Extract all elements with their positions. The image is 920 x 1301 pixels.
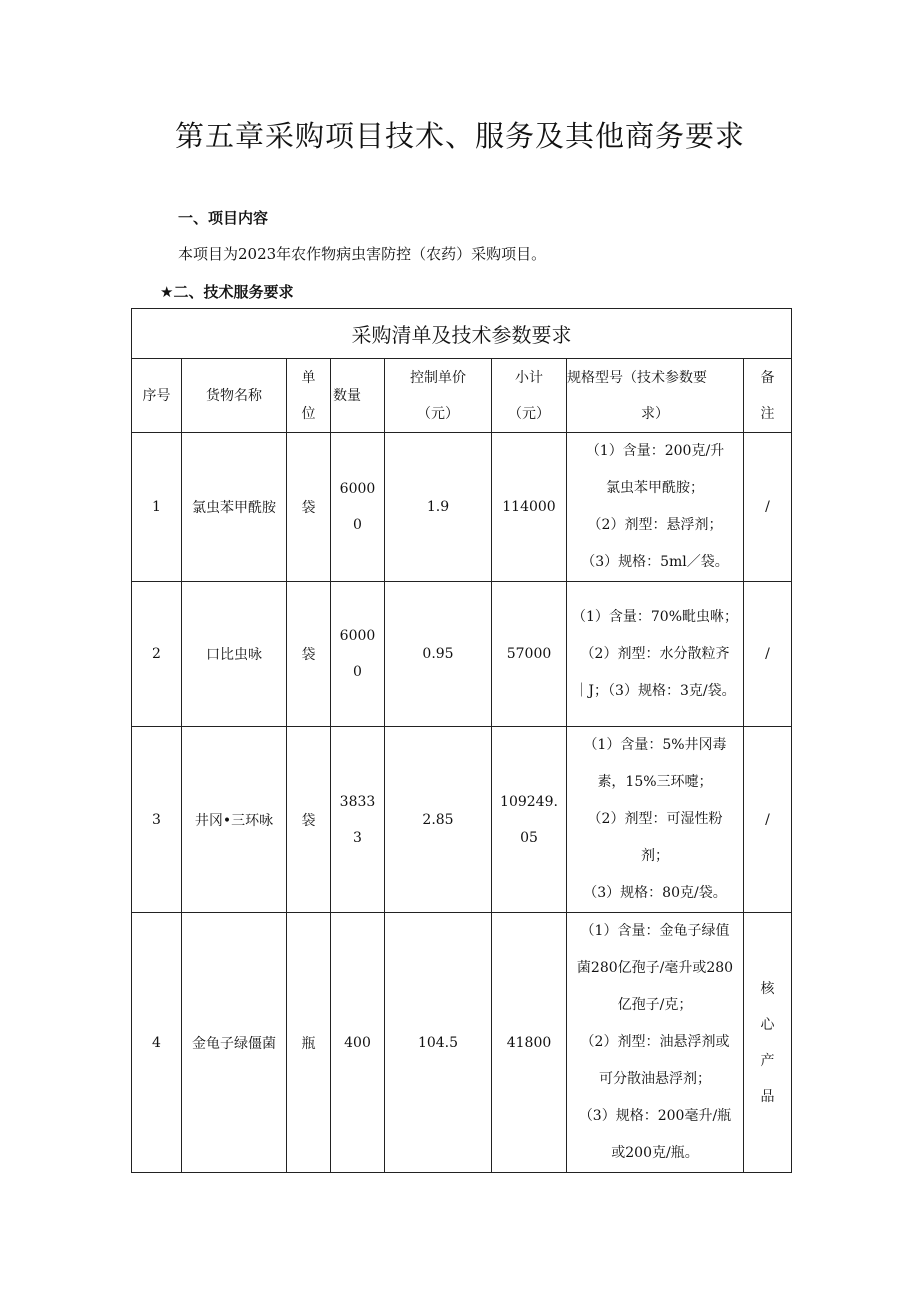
row-unit: 袋 [287, 582, 331, 727]
row-qty [331, 582, 385, 727]
header-subtotal-line1: 小计 [515, 369, 543, 386]
header-spec-line1: 规格型号（技术参数要 [567, 369, 707, 386]
row-unit: 袋 [287, 727, 331, 913]
table-row [132, 727, 792, 913]
row-no: 1 [132, 433, 182, 582]
row-qty-line1: 3833 [339, 793, 376, 810]
table-caption: 采购清单及技术参数要求 [132, 309, 792, 359]
spec-line: 可分散油悬浮剂； [599, 1071, 711, 1087]
row-price: 104.5 [385, 913, 492, 1173]
spec-line: 剂； [641, 848, 669, 864]
table-row [132, 582, 792, 727]
row-note: / [744, 433, 792, 582]
spec-line: 氯虫苯甲酰胺； [606, 480, 704, 496]
row-name: 井冈•三环咏 [182, 727, 287, 913]
header-unit [287, 359, 331, 433]
row-subtotal-line2: 05 [520, 829, 538, 846]
row-price: 1.9 [385, 433, 492, 582]
header-subtotal [492, 359, 567, 433]
row-price: 2.85 [385, 727, 492, 913]
row-no: 3 [132, 727, 182, 913]
spec-line: （2）剂型：悬浮剂； [587, 517, 723, 533]
row-qty [331, 433, 385, 582]
section-body-project-content: 本项目为2023年农作物病虫害防控（农药）采购项目。 [178, 245, 547, 263]
page-title: 第五章采购项目技术、服务及其他商务要求 [174, 119, 745, 153]
row-subtotal: 41800 [492, 913, 567, 1173]
row-note: / [744, 582, 792, 727]
table-row [132, 913, 792, 1173]
header-note-line1: 备 [760, 369, 775, 386]
note-char: 品 [760, 1088, 775, 1105]
header-no: 序号 [132, 359, 182, 433]
row-subtotal: 114000 [492, 433, 567, 582]
row-name: 口比虫咏 [182, 582, 287, 727]
spec-line: （1）含量：5%井冈毒 [583, 737, 727, 753]
row-no: 4 [132, 913, 182, 1173]
spec-line: （2）剂型：油悬浮剂或 [580, 1034, 730, 1050]
spec-line: 或200克/瓶。 [611, 1145, 699, 1161]
header-note [744, 359, 792, 433]
header-name: 货物名称 [182, 359, 287, 433]
row-subtotal [492, 727, 567, 913]
header-subtotal-line2: （元） [508, 405, 550, 422]
row-qty-line2: 0 [353, 517, 362, 533]
spec-line: 菌280亿孢子/毫升或280 [576, 960, 734, 976]
row-qty: 400 [331, 913, 385, 1173]
header-price-line1: 控制单价 [410, 369, 466, 386]
header-unit-line2: 位 [301, 405, 316, 422]
row-note [744, 913, 792, 1173]
row-qty-line1: 6000 [339, 628, 376, 644]
spec-line: 亿孢子/克； [617, 997, 693, 1013]
row-qty-line1: 6000 [339, 481, 376, 497]
header-price [385, 359, 492, 433]
spec-line: （3）规格：200毫升/瓶 [578, 1108, 732, 1124]
row-price: 0.95 [385, 582, 492, 727]
row-qty-line2: 0 [353, 664, 362, 680]
row-spec [567, 433, 744, 582]
spec-line: （3）规格：80克/袋。 [583, 885, 727, 901]
row-name: 金龟子绿僵菌 [182, 913, 287, 1173]
table-row [132, 433, 792, 582]
row-spec [567, 913, 744, 1173]
row-spec [567, 727, 744, 913]
row-unit: 瓶 [287, 913, 331, 1173]
spec-line: （3）规格：5ml／袋。 [581, 554, 729, 570]
row-qty [331, 727, 385, 913]
note-char: 核 [760, 980, 775, 997]
header-spec [567, 359, 744, 433]
note-char: 产 [760, 1052, 775, 1069]
spec-line: 素，15%三环嚏； [597, 774, 713, 790]
row-spec [567, 582, 744, 727]
row-subtotal: 57000 [492, 582, 567, 727]
spec-line: （2）剂型：水分散粒齐 [580, 645, 730, 662]
spec-line: （1）含量：200克/升 [585, 443, 725, 459]
header-note-line2: 注 [760, 405, 775, 422]
section-heading-tech-requirements: ★二、技术服务要求 [160, 283, 294, 301]
header-unit-line1: 单 [301, 369, 316, 386]
note-char: 心 [760, 1016, 775, 1033]
row-qty-line2: 3 [353, 829, 362, 846]
spec-line: ｜J；（3）规格：3克/袋。 [574, 682, 736, 699]
spec-line: （2）剂型：可湿性粉 [587, 811, 723, 827]
spec-line: （1）含量：金龟子绿值 [580, 923, 730, 939]
row-subtotal-line1: 109249. [500, 793, 558, 810]
row-note: / [744, 727, 792, 913]
row-unit: 袋 [287, 433, 331, 582]
header-price-line2: （元） [417, 405, 459, 422]
header-spec-line2: 求） [641, 405, 669, 422]
procurement-table [131, 308, 792, 1173]
spec-line: （1）含量：70%毗虫咻； [571, 608, 739, 625]
row-name: 氯虫苯甲酰胺 [182, 433, 287, 582]
row-no: 2 [132, 582, 182, 727]
header-qty: 数量 [331, 359, 385, 433]
section-heading-project-content: 一、项目内容 [178, 209, 269, 227]
table-header-row [132, 359, 792, 433]
